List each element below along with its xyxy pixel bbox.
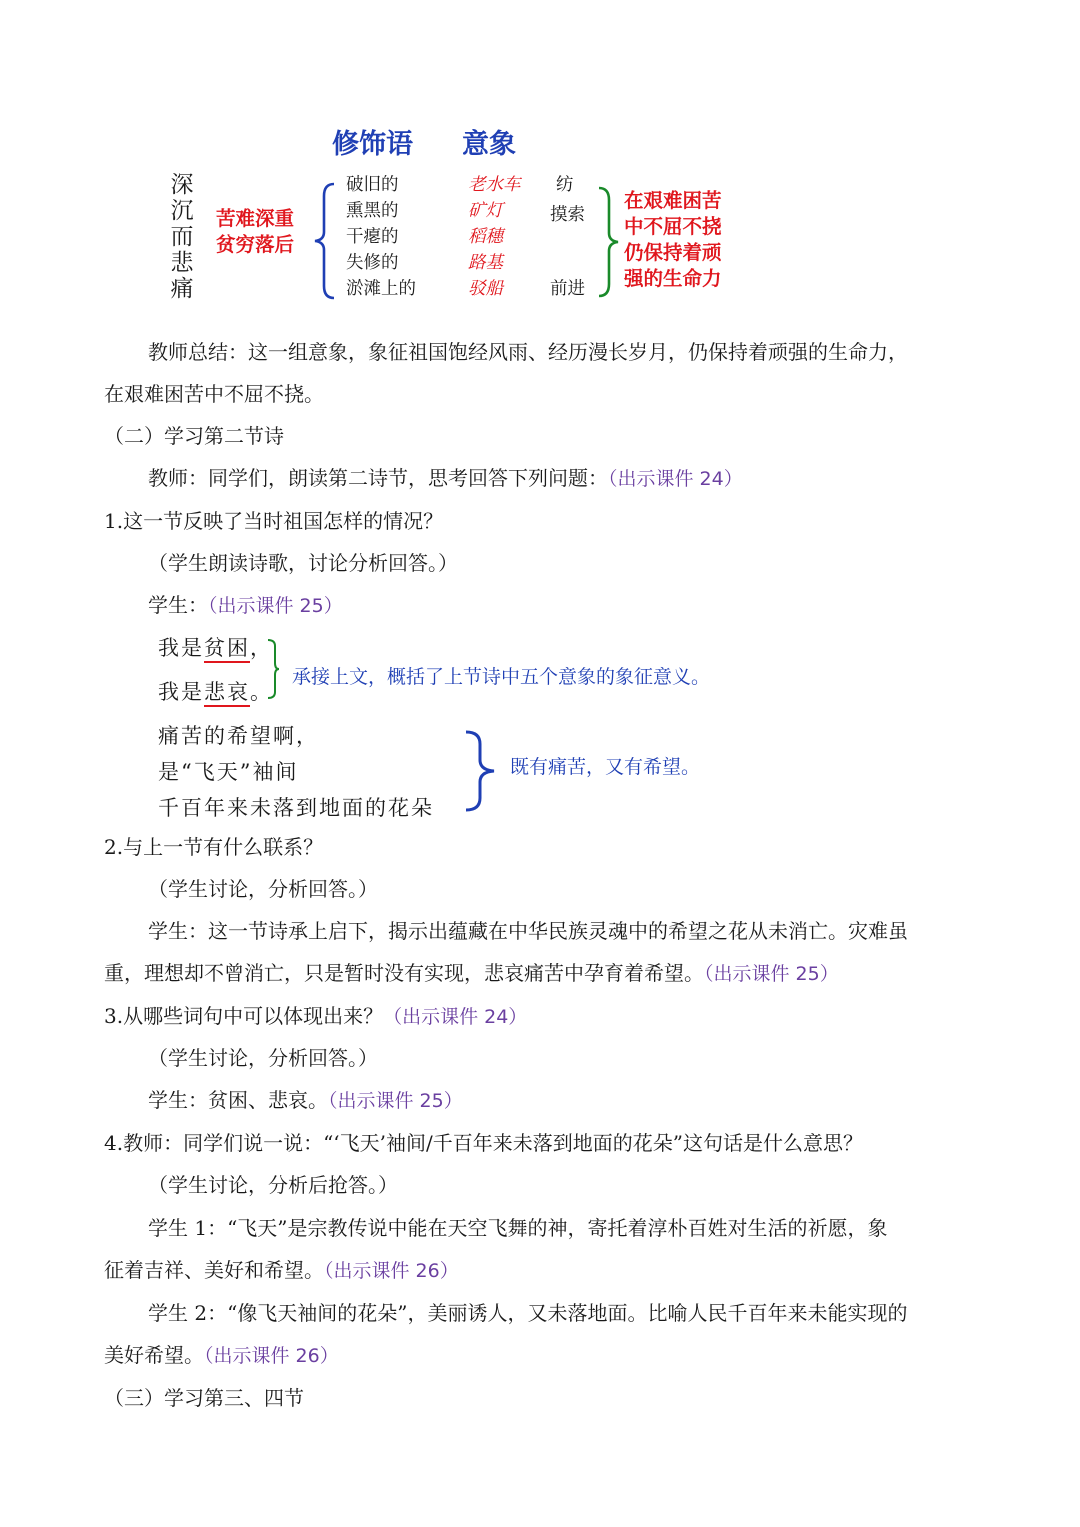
modifier-item: 熏黑的: [346, 201, 399, 221]
student-1-line-1: 学生 1：“飞天”是宗教传说中能在天空飞舞的神，寄托着淳朴百姓对生活的祈愿，象: [148, 1216, 888, 1240]
answer-2-text: 重，理想却不曾消亡，只是暂时没有实现，悲哀痛苦中孕育着希望。: [104, 961, 704, 985]
diagram-heading-modifier: 修饰语: [332, 129, 413, 160]
vertical-char: 深: [170, 172, 194, 198]
right-red-line: 强的生命力: [624, 267, 722, 290]
vertical-char: 悲: [170, 250, 194, 276]
courseware-ref: （出示课件 25）: [208, 595, 343, 617]
poem-line-a: [158, 632, 273, 662]
diagram-heading-image: 意象: [462, 129, 516, 160]
question-1-note: （学生朗读诗歌，讨论分析回答。）: [148, 551, 458, 575]
modifier-column: [346, 172, 416, 302]
courseware-ref: （出示课件 25）: [328, 1090, 463, 1112]
question-2-note: （学生讨论，分析回答。）: [148, 877, 378, 901]
question-4: 4.教师：同学们说一说：“‘飞天’袖间/千百年来未落到地面的花朵”这句话是什么意思？: [104, 1131, 863, 1155]
right-brace-icon: [596, 186, 622, 298]
courseware-ref: （出示课件 25）: [704, 963, 839, 985]
question-3: [104, 1001, 527, 1032]
courseware-ref: （出示课件 24）: [383, 1006, 528, 1028]
modifier-item: 淤滩上的: [346, 279, 416, 299]
section-heading-3: （三）学习第三、四节: [104, 1386, 304, 1410]
vertical-label: [168, 172, 196, 302]
question-2: 2.与上一节有什么联系？: [104, 835, 324, 859]
courseware-ref: （出示课件 26）: [324, 1260, 459, 1282]
question-3-text: 3.从哪些词句中可以体现出来？: [104, 1004, 384, 1028]
question-3-note: （学生讨论，分析回答。）: [148, 1046, 378, 1070]
section-heading-2: （二）学习第二节诗: [104, 424, 284, 448]
left-red-line: 苦难深重: [216, 207, 295, 230]
image-column: [468, 172, 521, 302]
poem-b-word: 悲哀: [204, 680, 250, 707]
vertical-char: 痛: [170, 276, 194, 302]
image-item: 路基: [468, 253, 503, 273]
modifier-item: 失修的: [346, 253, 399, 273]
teacher-intro-text: 教师：同学们，朗读第二诗节，思考回答下列问题：: [148, 466, 608, 490]
answer-3-text: 学生：贫困、悲哀。: [148, 1088, 328, 1112]
left-red-text: [216, 206, 294, 258]
poem2-line: 是“飞天”袖间: [158, 760, 299, 784]
annotation-2: 既有痛苦，又有希望。: [510, 756, 701, 778]
poem2-line: 痛苦的希望啊，: [158, 724, 319, 748]
teacher-intro: [148, 463, 743, 494]
poem-brace-icon: [464, 730, 498, 812]
left-brace-icon: [312, 182, 340, 300]
poem-b-punct: 。: [250, 680, 273, 704]
vertical-char: 沉: [170, 198, 194, 224]
image-item: 矿灯: [468, 201, 503, 221]
modifier-item: 破旧的: [346, 175, 399, 195]
student-1-text: 征着吉祥、美好和希望。: [104, 1258, 324, 1282]
poem-a-prefix: 我是: [158, 636, 204, 660]
left-red-line: 贫穷落后: [216, 233, 295, 256]
summary-line-1: 教师总结：这一组意象，象征祖国饱经风雨、经历漫长岁月，仍保持着顽强的生命力，: [148, 340, 908, 364]
right-red-line: 中不屈不挠: [624, 215, 722, 238]
right-red-line: 在艰难困苦: [624, 189, 722, 212]
courseware-ref: （出示课件 26）: [204, 1345, 339, 1367]
verb-item: 摸索: [550, 205, 585, 225]
small-bracket-icon: [266, 638, 280, 700]
image-item: 老水车: [468, 175, 521, 195]
student-answer-label: [148, 590, 343, 621]
right-red-text: [624, 188, 722, 292]
image-item: 稻穗: [468, 227, 503, 247]
answer-2-line-2: [104, 958, 839, 989]
student-label: 学生：: [148, 593, 208, 617]
student-2-text: 美好希望。: [104, 1343, 204, 1367]
question-1: 1.这一节反映了当时祖国怎样的情况？: [104, 509, 444, 533]
poem-a-punct: ，: [250, 636, 273, 660]
student-1-line-2: [104, 1255, 459, 1286]
answer-3: [148, 1085, 463, 1116]
answer-2-line-1: 学生：这一节诗承上启下，揭示出蕴藏在中华民族灵魂中的希望之花从未消亡。灾难虽: [148, 919, 908, 943]
vertical-char: 而: [170, 224, 194, 250]
courseware-ref: （出示课件 24）: [608, 468, 743, 490]
student-2-line-1: 学生 2：“像飞天袖间的花朵”，美丽诱人，又未落地面。比喻人民千百年来未能实现的: [148, 1301, 908, 1325]
poem-line-b: [158, 676, 273, 706]
annotation-1: 承接上文，概括了上节诗中五个意象的象征意义。: [292, 666, 711, 688]
poem-a-word: 贫困: [204, 636, 250, 663]
question-4-note: （学生讨论，分析后抢答。）: [148, 1173, 398, 1197]
modifier-item: 干瘪的: [346, 227, 399, 247]
poem-b-prefix: 我是: [158, 680, 204, 704]
right-red-line: 仍保持着顽: [624, 241, 722, 264]
image-item: 驳船: [468, 279, 503, 299]
student-2-line-2: [104, 1340, 339, 1371]
verb-item: 前进: [550, 279, 585, 299]
poem2-line: 千百年来未落到地面的花朵: [158, 796, 434, 820]
summary-line-2: 在艰难困苦中不屈不挠。: [104, 382, 324, 406]
verb-item: 纺: [556, 175, 574, 195]
